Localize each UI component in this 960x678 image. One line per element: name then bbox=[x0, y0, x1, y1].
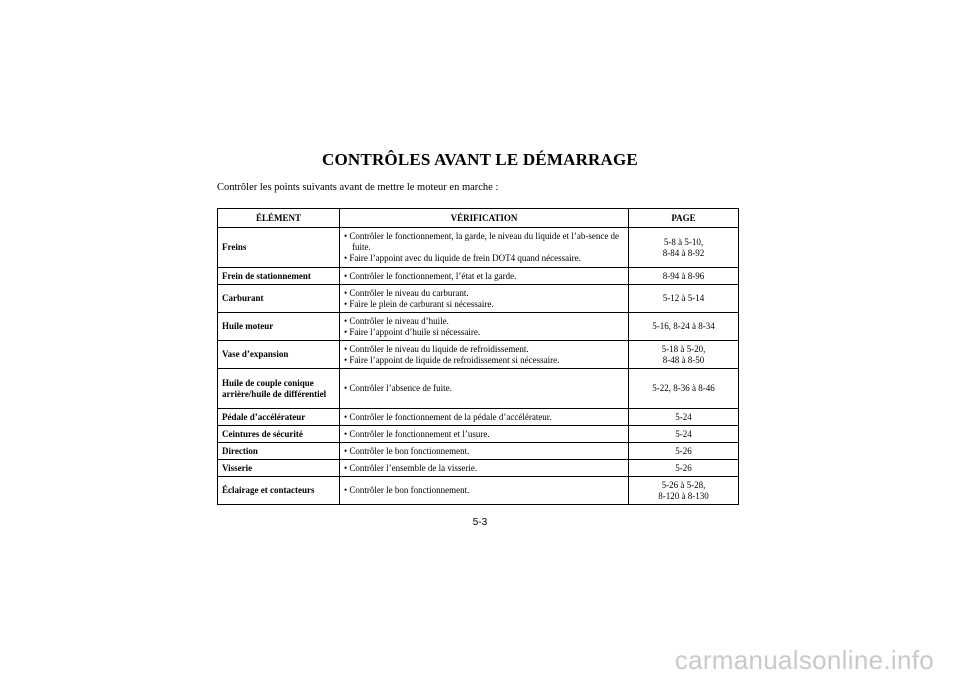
header-verification: VÉRIFICATION bbox=[340, 209, 629, 228]
page-reference: 5-12 à 5-14 bbox=[662, 293, 705, 303]
table-row bbox=[218, 369, 739, 409]
row-element: Frein de stationnement bbox=[218, 268, 340, 285]
pre-start-checklist-table bbox=[217, 208, 739, 505]
page-reference: 5-26 bbox=[675, 462, 692, 473]
table-row bbox=[218, 285, 739, 313]
row-page bbox=[629, 409, 739, 426]
check-item: • Contrôler le niveau du carburant. bbox=[344, 288, 624, 299]
row-verification bbox=[340, 369, 629, 409]
row-element: Vase d’expansion bbox=[218, 341, 340, 369]
watermark: carmanualsonline.info bbox=[674, 645, 934, 675]
page-reference: 8-84 à 8-92 bbox=[662, 247, 705, 258]
check-item: • Faire l’appoint de liquide de refroidissement si nécessaire. bbox=[344, 355, 624, 366]
row-verification bbox=[340, 268, 629, 285]
table-row bbox=[218, 460, 739, 477]
table-row bbox=[218, 477, 739, 505]
page-reference: 5-26 à 5-28, bbox=[661, 479, 706, 490]
page-number: 5-3 bbox=[472, 517, 488, 528]
row-page bbox=[629, 477, 739, 505]
check-item: • Contrôler le fonctionnement de la pédale d’accélérateur. bbox=[344, 412, 624, 423]
page-reference: 8-94 à 8-96 bbox=[662, 270, 705, 281]
row-element: Éclairage et contacteurs bbox=[218, 477, 340, 505]
row-verification bbox=[340, 228, 629, 268]
row-page bbox=[629, 285, 739, 313]
row-verification bbox=[340, 460, 629, 477]
page-reference: 5-16, 8-24 à 8-34 bbox=[652, 321, 715, 331]
row-element: Pédale d’accélérateur bbox=[218, 409, 340, 426]
row-element: Ceintures de sécurité bbox=[218, 426, 340, 443]
row-page bbox=[629, 341, 739, 369]
page-reference: 8-120 à 8-130 bbox=[658, 490, 709, 501]
check-item: • Contrôler le bon fonctionnement. bbox=[344, 485, 624, 496]
table-row bbox=[218, 228, 739, 268]
check-item: • Contrôler l’absence de fuite. bbox=[344, 383, 624, 394]
header-element: ÉLÉMENT bbox=[218, 209, 340, 228]
page-reference: 5-26 bbox=[675, 445, 692, 456]
check-item: • Faire l’appoint avec du liquide de frein DOT4 quand nécessaire. bbox=[344, 253, 624, 264]
table-row bbox=[218, 313, 739, 341]
check-item: • Faire l’appoint d’huile si nécessaire. bbox=[344, 327, 624, 338]
page-title: CONTRÔLES AVANT LE DÉMARRAGE bbox=[322, 150, 638, 169]
row-verification bbox=[340, 285, 629, 313]
row-verification bbox=[340, 426, 629, 443]
page-reference: 5-22, 8-36 à 8-46 bbox=[652, 383, 715, 393]
row-element: Freins bbox=[218, 228, 340, 268]
page-reference: 5-18 à 5-20, bbox=[661, 343, 706, 354]
row-page bbox=[629, 460, 739, 477]
row-element: Carburant bbox=[218, 285, 340, 313]
check-item: • Contrôler l’ensemble de la visserie. bbox=[344, 463, 624, 474]
page-reference: 8-48 à 8-50 bbox=[662, 354, 705, 365]
page-reference: 5-8 à 5-10, bbox=[663, 236, 704, 247]
row-page bbox=[629, 228, 739, 268]
table-row bbox=[218, 426, 739, 443]
row-verification bbox=[340, 443, 629, 460]
row-page bbox=[629, 268, 739, 285]
row-verification bbox=[340, 409, 629, 426]
check-item: • Faire le plein de carburant si nécessaire. bbox=[344, 299, 624, 310]
row-element: Huile de couple conique arrière/huile de différentiel bbox=[218, 369, 340, 409]
row-page bbox=[629, 443, 739, 460]
table-row bbox=[218, 268, 739, 285]
row-element: Visserie bbox=[218, 460, 340, 477]
check-item: • Contrôler le niveau d’huile. bbox=[344, 316, 624, 327]
header-page: PAGE bbox=[629, 209, 739, 228]
table-row bbox=[218, 443, 739, 460]
check-item: • Contrôler le fonctionnement et l’usure. bbox=[344, 429, 624, 440]
row-page bbox=[629, 369, 739, 409]
table-row bbox=[218, 409, 739, 426]
row-page bbox=[629, 426, 739, 443]
check-item: • Contrôler le fonctionnement, l’état et la garde. bbox=[344, 271, 624, 282]
check-item: • Contrôler le niveau du liquide de refroidissement. bbox=[344, 344, 624, 355]
intro-text: Contrôler les points suivants avant de mettre le moteur en marche : bbox=[217, 182, 499, 193]
row-page bbox=[629, 313, 739, 341]
row-element: Direction bbox=[218, 443, 340, 460]
table-row bbox=[218, 341, 739, 369]
table-header-row bbox=[218, 209, 739, 228]
page-reference: 5-24 bbox=[675, 428, 692, 439]
row-element: Huile moteur bbox=[218, 313, 340, 341]
row-verification bbox=[340, 341, 629, 369]
page-reference: 5-24 bbox=[675, 411, 692, 422]
row-verification bbox=[340, 313, 629, 341]
check-item: • Contrôler le fonctionnement, la garde, le niveau du liquide et l’ab-sence de fuite. bbox=[344, 231, 624, 253]
check-item: • Contrôler le bon fonctionnement. bbox=[344, 446, 624, 457]
row-verification bbox=[340, 477, 629, 505]
table-body bbox=[218, 228, 739, 505]
